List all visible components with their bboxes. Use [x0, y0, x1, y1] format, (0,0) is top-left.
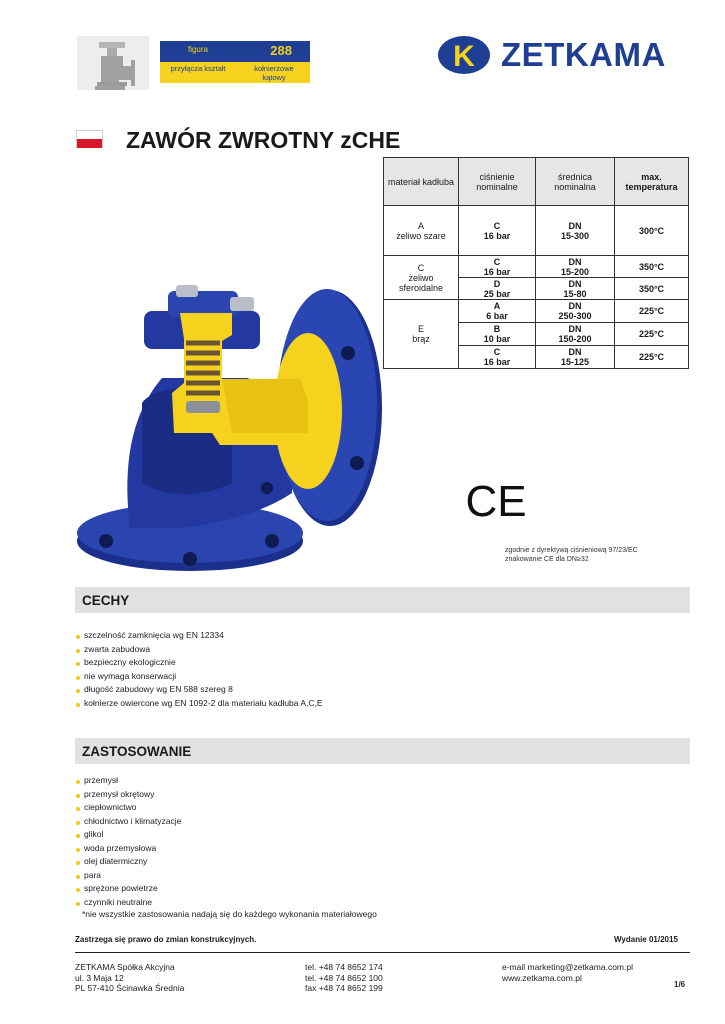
pressure-class: B: [493, 324, 501, 334]
material-name: żeliwo sferoidalne: [398, 272, 444, 293]
pressure-value: 25 bar: [483, 288, 511, 299]
list-item: sprężone powietrze: [75, 882, 181, 896]
list-item: glikol: [75, 828, 181, 842]
pressure-value: 16 bar: [483, 230, 511, 241]
max-temperature: 300°C: [615, 206, 689, 256]
list-item: woda przemysłowa: [75, 842, 181, 856]
address-line: ul. 3 Maja 12: [75, 972, 124, 983]
ce-mark-text: CE: [465, 477, 527, 526]
list-item: para: [75, 869, 181, 883]
pressure-class: C: [493, 220, 501, 231]
diameter-range: 15-80: [563, 288, 587, 299]
phone-line: fax +48 74 8652 199: [305, 983, 383, 993]
max-temperature: 350°C: [615, 278, 689, 300]
figure-number: 288: [270, 43, 292, 58]
valve-thumbnail-icon: [77, 36, 149, 90]
header-pressure: ciśnienie nominalne: [459, 158, 536, 206]
brand-name: ZETKAMA: [501, 36, 666, 73]
material-code: A: [417, 220, 424, 231]
phone-line: tel. +48 74 8652 100: [305, 972, 383, 983]
header-temperature: max. temperatura: [615, 158, 689, 206]
list-item: przemysł: [75, 774, 181, 788]
list-item: ciepłownictwo: [75, 801, 181, 815]
diameter-prefix: DN: [568, 220, 582, 231]
pressure-class: A: [493, 301, 501, 311]
material-name: żeliwo szare: [396, 230, 446, 241]
pressure-class: C: [493, 347, 501, 357]
table-header-row: [384, 158, 689, 206]
list-item: chłodnictwo i klimatyzacje: [75, 815, 181, 829]
edition-label: Wydanie 01/2015: [614, 935, 678, 944]
pressure-value: 16 bar: [483, 266, 511, 277]
pressure-value: 16 bar: [483, 357, 511, 367]
list-item: nie wymaga konserwacji: [75, 670, 323, 684]
applications-list: [75, 774, 181, 909]
material-code: C: [417, 262, 425, 273]
ce-note-line: zgodnie z dyrektywą ciśnieniową 97/23/EC: [505, 547, 638, 554]
valve-product-image: [72, 283, 384, 581]
header-diameter: średnica nominalna: [536, 158, 615, 206]
max-temperature: 225°C: [615, 346, 689, 369]
company-address: [75, 962, 184, 994]
ce-mark-icon: [465, 477, 527, 526]
pressure-value: 10 bar: [483, 334, 511, 344]
reserve-note: Zastrzega się prawo do zmian konstrukcyjnych.: [75, 935, 257, 944]
list-item: bezpieczny ekologicznie: [75, 656, 323, 670]
max-temperature: 350°C: [615, 256, 689, 278]
diameter-prefix: DN: [568, 256, 582, 267]
figure-label: figura: [187, 45, 208, 54]
diameter-range: 15-300: [560, 230, 590, 241]
header-material: materiał kadłuba: [384, 158, 459, 206]
applications-note: *nie wszystkie zastosowania nadają się do każdego wykonania materiałowego: [82, 909, 377, 919]
diameter-prefix: DN: [568, 324, 582, 334]
pressure-class: C: [493, 256, 501, 267]
pressure-value: 6 bar: [486, 311, 508, 321]
spec-table: [383, 157, 689, 369]
list-item: zwarta zabudowa: [75, 643, 323, 657]
ce-note-line: znakowanie CE dla DN≥32: [505, 556, 589, 563]
diameter-prefix: DN: [568, 278, 582, 289]
list-item: szczelność zamknięcia wg EN 12334: [75, 629, 323, 643]
features-list: [75, 629, 323, 710]
company-phones: [305, 962, 383, 994]
diameter-range: 150-200: [558, 334, 592, 344]
connection-label: przyłącza kształt: [170, 64, 226, 73]
address-line: ZETKAMA Spółka Akcyjna: [75, 962, 175, 972]
company-contact: [502, 962, 633, 983]
list-item: olej diatermiczny: [75, 855, 181, 869]
ce-note: [505, 546, 638, 564]
address-line: PL 57-410 Ścinawka Średnia: [75, 983, 185, 993]
diameter-range: 15-200: [560, 266, 590, 277]
list-item: czynniki neutralne: [75, 896, 181, 910]
phone-line: tel. +48 74 8652 174: [305, 962, 383, 972]
website-link[interactable]: www.zetkama.com.pl: [502, 972, 582, 983]
table-row: [384, 206, 689, 256]
poland-flag-icon: [76, 130, 103, 148]
pressure-class: D: [493, 278, 501, 289]
section-header-features: [75, 587, 690, 613]
figure-badge: [160, 41, 310, 83]
page-title: ZAWÓR ZWROTNY zCHE: [126, 127, 401, 153]
list-item: przemysł okrętowy: [75, 788, 181, 802]
section-title: ZASTOSOWANIE: [82, 744, 192, 759]
max-temperature: 225°C: [615, 323, 689, 346]
material-code: E: [417, 324, 424, 334]
logo-letter: K: [453, 40, 475, 73]
section-header-applications: [75, 738, 690, 764]
list-item: kołnierze owiercone wg EN 1092-2 dla materiału kadłuba A,C,E: [75, 697, 323, 711]
table-row: [384, 300, 689, 323]
section-title: CECHY: [82, 593, 130, 608]
diameter-prefix: DN: [568, 301, 582, 311]
table-row: [384, 256, 689, 278]
max-temperature: 225°C: [615, 300, 689, 323]
page-number: 1/6: [674, 980, 686, 989]
zetkama-logo-icon: [437, 35, 491, 75]
diameter-range: 250-300: [558, 311, 592, 321]
email-link[interactable]: e-mail marketing@zetkama.com.pl: [502, 962, 633, 972]
diameter-prefix: DN: [568, 347, 582, 357]
connection-value: kołnierzowe kątowy: [254, 64, 294, 82]
list-item: długość zabudowy wg EN 588 szereg 8: [75, 683, 323, 697]
material-name: brąz: [412, 334, 430, 344]
diameter-range: 15-125: [560, 357, 590, 367]
footer-divider: [75, 952, 690, 953]
